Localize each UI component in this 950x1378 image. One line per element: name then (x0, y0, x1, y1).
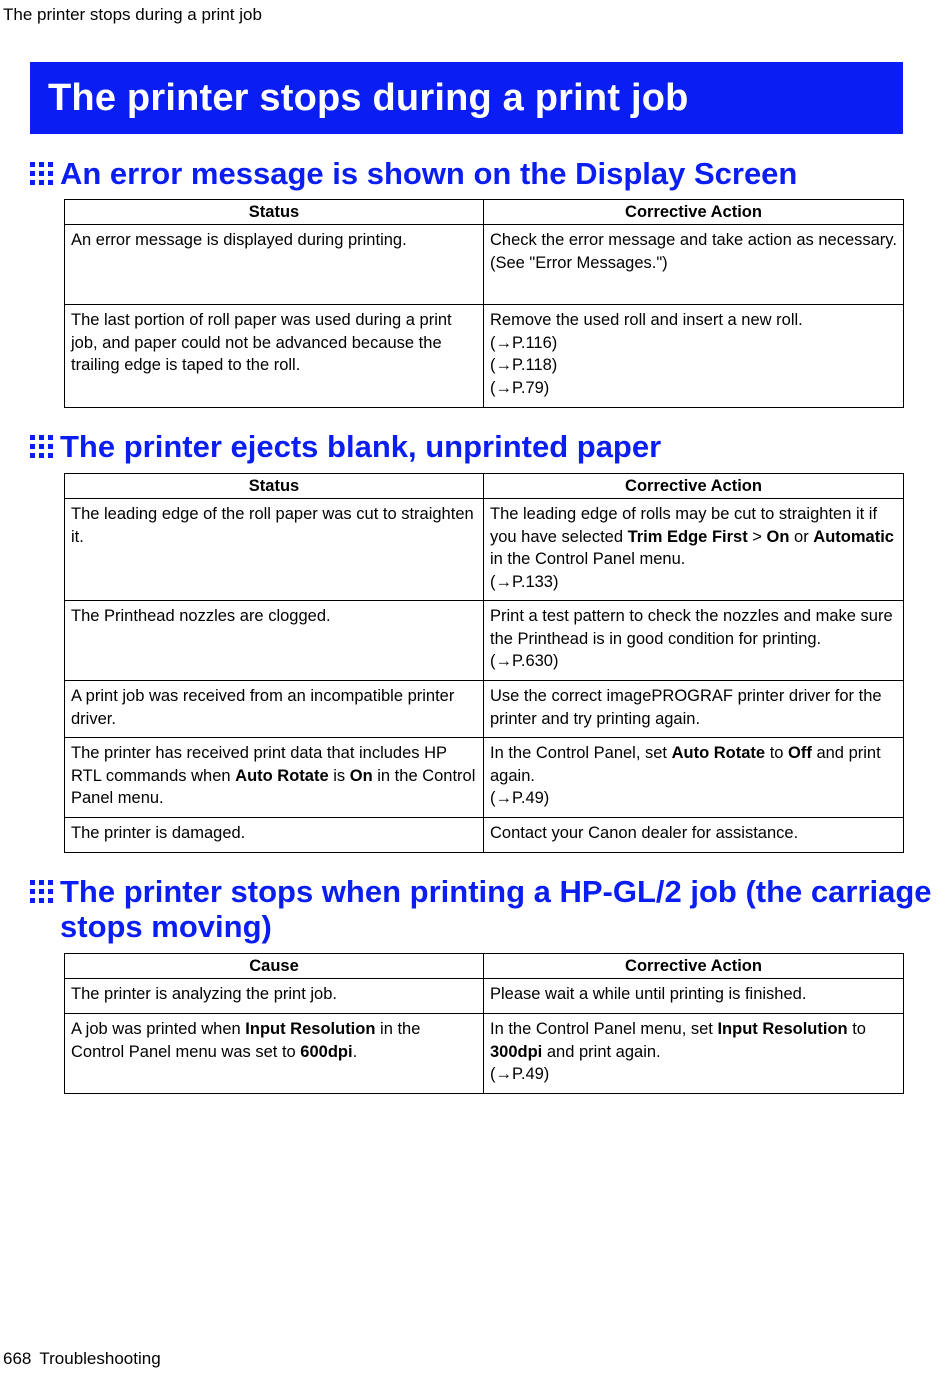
table-row (65, 225, 904, 305)
menu-value: On (766, 527, 790, 546)
column-header-status: Status (65, 200, 484, 225)
table-header-row (65, 954, 904, 979)
action-text: Print a test pattern to check the nozzles and make sure the Printhead is in good condition for printing. (490, 607, 893, 648)
status-cell: The Printhead nozzles are clogged. (65, 601, 484, 681)
action-text: In the Control Panel, set (490, 744, 672, 762)
cause-text: A job was printed when (71, 1020, 246, 1038)
grid-bullet-icon (30, 880, 54, 904)
menu-value: Automatic (813, 527, 894, 546)
table-row (65, 738, 904, 818)
action-cell (484, 1014, 904, 1094)
action-text: In the Control Panel menu, set (490, 1020, 718, 1038)
cause-cell: The printer is analyzing the print job. (65, 979, 484, 1014)
action-cell: Use the correct imagePROGRAF printer driver for the printer and try printing again. (484, 681, 904, 738)
action-cell: Please wait a while until printing is finished. (484, 979, 904, 1014)
grid-bullet-icon (30, 162, 54, 186)
page-reference-link[interactable]: (→P.133) (490, 572, 559, 591)
section-heading-text: The printer stops when printing a HP-GL/2 job (the carriage stops moving) (60, 874, 932, 944)
status-cell: A print job was received from an incompatible printer driver. (65, 681, 484, 738)
cause-cell (65, 1014, 484, 1094)
action-see-reference: (See "Error Messages.") (490, 253, 668, 272)
table-row (65, 601, 904, 681)
menu-value: 600dpi (300, 1042, 353, 1061)
chapter-name: Troubleshooting (39, 1349, 161, 1368)
section-heading-error-message (30, 156, 797, 191)
title-banner (30, 62, 903, 134)
running-head: The printer stops during a print job (3, 5, 262, 24)
cause-text: . (352, 1042, 358, 1061)
page-footer (3, 1349, 161, 1369)
page-number: 668 (3, 1349, 32, 1368)
status-cell: An error message is displayed during printing. (65, 225, 484, 305)
section-heading-text: The printer ejects blank, unprinted paper (60, 429, 662, 464)
status-cell: The last portion of roll paper was used during a print job, and paper could not be advanced because the trailing edge is taped to the roll. (65, 305, 484, 408)
action-cell (484, 305, 904, 408)
table-header-row (65, 200, 904, 225)
table-row (65, 979, 904, 1014)
status-text: in the Control Panel menu. (71, 766, 476, 807)
status-text: The printer has received print data that includes HP RTL commands when (71, 744, 447, 785)
action-text: or (789, 527, 814, 546)
page-reference-link[interactable]: (→P.116) (490, 333, 558, 352)
page-reference-link[interactable]: (→P.49) (490, 1065, 550, 1083)
column-header-status: Status (65, 474, 484, 499)
menu-item-name: Auto Rotate (671, 744, 766, 762)
status-cell (65, 738, 484, 818)
action-cell (484, 225, 904, 305)
error-message-table (64, 199, 904, 408)
table-row (65, 499, 904, 601)
page-reference-link[interactable]: (→P.630) (490, 652, 559, 670)
action-cell (484, 499, 904, 601)
action-cell: Contact your Canon dealer for assistance. (484, 818, 904, 853)
action-text: and print again. (490, 744, 881, 785)
section-heading-hpgl2-stop (30, 874, 950, 944)
column-header-action: Corrective Action (484, 200, 904, 225)
action-text: > (747, 527, 767, 546)
table-header-row (65, 474, 904, 499)
grid-bullet-icon (30, 435, 54, 459)
menu-item-name: Trim Edge First (627, 527, 748, 546)
column-header-action: Corrective Action (484, 954, 904, 979)
menu-value: 300dpi (490, 1042, 543, 1061)
blank-paper-table (64, 473, 904, 853)
table-row (65, 818, 904, 853)
cause-text: in the Control Panel menu was set to (71, 1020, 421, 1061)
action-text: to (847, 1020, 866, 1038)
column-header-action: Corrective Action (484, 474, 904, 499)
table-row (65, 681, 904, 738)
page-reference-link[interactable]: (→P.49) (490, 789, 550, 807)
action-text: Remove the used roll and insert a new roll. (490, 311, 803, 329)
action-text: The leading edge of rolls may be cut to straighten it if you have selected (490, 505, 878, 546)
status-cell: The printer is damaged. (65, 818, 484, 853)
page-reference-link[interactable]: (→P.79) (490, 378, 550, 397)
table-row (65, 1014, 904, 1094)
status-text: is (328, 766, 350, 785)
column-header-cause: Cause (65, 954, 484, 979)
action-cell (484, 601, 904, 681)
action-text: in the Control Panel menu. (490, 550, 686, 568)
menu-value: Off (788, 744, 812, 762)
action-text: to (765, 744, 789, 762)
section-heading-text: An error message is shown on the Display Screen (60, 156, 798, 191)
section-heading-blank-paper (30, 429, 661, 464)
menu-value: On (349, 766, 373, 785)
table-row (65, 305, 904, 408)
status-cell: The leading edge of the roll paper was cut to straighten it. (65, 499, 484, 601)
menu-item-name: Input Resolution (245, 1020, 376, 1038)
page-reference-link[interactable]: (→P.118) (490, 356, 558, 374)
action-text: and print again. (542, 1042, 661, 1061)
menu-item-name: Input Resolution (717, 1020, 848, 1038)
menu-item-name: Auto Rotate (235, 766, 329, 785)
page-title: The printer stops during a print job (48, 77, 689, 119)
action-text: Check the error message and take action as necessary. (490, 231, 897, 249)
action-cell (484, 738, 904, 818)
hpgl2-table (64, 953, 904, 1094)
